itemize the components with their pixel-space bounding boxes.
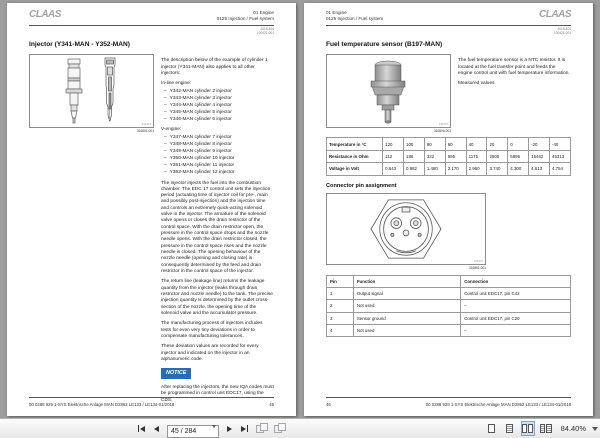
connector-figure — [326, 193, 486, 265]
figure-caption: 316806-001 — [433, 129, 451, 134]
header-chapter — [217, 10, 274, 22]
inline-engine-label: In-line engine: — [161, 81, 192, 87]
page-number-field — [167, 420, 219, 438]
list-item: – Y342-MAN cylinder 2 injector — [164, 88, 232, 94]
notice-paragraph: After replacing the injectors, the new IQA codes must be programmed in control unit EDC17, using the CDS. — [161, 384, 274, 403]
header-line2: 0125 Injection / Fuel system — [216, 16, 274, 22]
pin-assignment-table — [326, 275, 571, 338]
footer-doc-ref: 00 0288 929 1-SYS Elektrische Anlage MAN D2862 LE133 / LE134-01/2018 — [29, 402, 175, 407]
first-page-icon — [138, 425, 140, 432]
dash-bullet: – — [164, 155, 167, 161]
page-title: Fuel temperature sensor (B197-MAN) — [326, 41, 443, 49]
continuous-page-icon — [506, 424, 513, 433]
sensor-figure — [326, 54, 451, 128]
two-page-icon — [522, 424, 527, 433]
single-page-icon — [488, 424, 495, 433]
figure-caption: 316801-001 — [136, 129, 154, 134]
dash-bullet: – — [164, 102, 167, 108]
two-page-continuous-layout-button[interactable] — [539, 421, 553, 436]
table-row: Voltage in Volt 0.643 0.982 1.480 2.170 2.960 3.740 4.300 4.613 4.754 — [327, 163, 571, 175]
header-rule — [29, 25, 274, 26]
header-line2: 0125 Injection / Fuel system — [326, 16, 384, 22]
two-page-layout-button[interactable] — [521, 421, 535, 436]
v-engine-list — [161, 135, 274, 177]
page-header — [326, 3, 571, 22]
claas-logo: CLAAS — [539, 9, 571, 20]
next-page-button[interactable] — [223, 422, 236, 436]
inline-engine-list — [161, 89, 274, 124]
page-navigation-group — [135, 420, 287, 438]
figure-internal-code: 411975 — [438, 122, 448, 127]
header-rule — [326, 25, 571, 26]
list-item: – Y350-MAN cylinder 10 injector — [164, 155, 235, 161]
table-header-row: Pin Function Connection — [327, 275, 571, 287]
last-page-icon — [241, 426, 246, 432]
header-chapter — [326, 10, 383, 22]
page-title: Injector (Y341-MAN - Y352-MAN) — [29, 41, 131, 49]
doc-code-1: 2015-404 — [260, 27, 274, 32]
notice-badge: NOTICE — [161, 368, 191, 379]
next-page-icon — [227, 426, 232, 432]
header-doc-codes — [29, 27, 274, 35]
header-line1: 01 Engine — [253, 10, 274, 15]
dash-bullet: – — [164, 88, 167, 94]
measured-values-label: Measured values — [458, 81, 495, 87]
list-item: – Y352-MAN cylinder 12 injector — [164, 169, 235, 175]
fuel-temperature-sensor-drawing — [327, 55, 450, 127]
body-paragraph: These deviation values are recorded for every injector and indicated on the injector in an alphanumeric code. — [161, 344, 259, 363]
single-page-layout-button[interactable] — [485, 421, 499, 436]
document-page-left — [7, 3, 296, 416]
previous-page-button[interactable] — [150, 422, 163, 436]
page-layout-zoom-group — [485, 421, 600, 436]
two-page-continuous-icon — [540, 424, 546, 433]
page-input-caret-icon[interactable] — [212, 425, 216, 428]
v-engine-label: V-engine: — [161, 127, 182, 133]
figure-caption: 316861-001 — [468, 265, 486, 270]
list-item: – Y346-MAN cylinder 6 injector — [164, 116, 232, 122]
doc-code-2: 100421-001 — [256, 31, 274, 36]
table-row: Temperature in °C 120 100 80 60 40 20 0 -20 -40 — [327, 138, 571, 150]
figure-internal-code: 411976 — [473, 258, 483, 263]
dash-bullet: – — [164, 148, 167, 154]
table-row: Resistance in Ohm 112 186 322 595 1175 2500 5896 15462 45313 — [327, 150, 571, 162]
page-footer — [29, 397, 274, 407]
previous-page-icon — [154, 426, 159, 432]
first-page-button[interactable] — [135, 422, 148, 436]
table-row: 2 Not used – — [327, 300, 571, 312]
footer-page-number: 46 — [326, 402, 331, 407]
last-page-button[interactable] — [238, 422, 251, 436]
intro-paragraph: The description below of the example of cylinder 1 injector (Y341-MAN) also applies to all other injectors: — [161, 58, 268, 77]
document-page-right — [304, 3, 593, 416]
list-item: – Y345-MAN cylinder 5 injector — [164, 109, 232, 115]
dash-bullet: – — [164, 169, 167, 175]
connector-drawing — [327, 194, 485, 264]
page-footer — [326, 397, 571, 407]
continuous-layout-button[interactable] — [503, 421, 517, 436]
connector-pin-assignment-heading: Connector pin assignment — [326, 182, 397, 189]
table-row: 3 Sensor ground Control unit EDC17, pin C20 — [327, 312, 571, 324]
zoom-dropdown-caret-icon[interactable] — [592, 427, 598, 431]
list-item: – Y344-MAN cylinder 4 injector — [164, 102, 232, 108]
dash-bullet: – — [164, 162, 167, 168]
body-paragraph: The manufacturing process of injectors includes tests for even very tiny deviations in order to compensate manufacturing tolerances. — [161, 321, 263, 340]
claas-logo: CLAAS — [29, 9, 61, 20]
dash-bullet: – — [164, 141, 167, 147]
footer-doc-ref: 00 0288 929 1-SYS Elektrische Anlage MAN D2862 LE133 / LE134-01/2018 — [425, 402, 571, 407]
list-item: – Y351-MAN cylinder 11 injector — [164, 162, 235, 168]
zoom-level[interactable]: 84.40% — [560, 424, 586, 433]
dash-bullet: – — [164, 95, 167, 101]
dash-bullet: – — [164, 109, 167, 115]
list-item: – Y348-MAN cylinder 8 injector — [164, 141, 232, 147]
doc-code-1: 2015-404 — [557, 27, 571, 32]
measured-values-table — [326, 137, 571, 175]
header-line1: 01 Engine — [326, 10, 347, 15]
footer-page-number: 45 — [269, 402, 274, 407]
doc-code-2: 100421-001 — [553, 31, 571, 36]
previous-view-button[interactable] — [256, 423, 269, 434]
body-paragraph: The return line (leakage line) returns the leakage quantity from the injector (leaks through drain restrictor and nozzle needle) to the tank. The precise injection quantity is determined by the outlet cross-section of the nozzle, the opening time of the solenoid valve and the accumulator pressure. — [161, 279, 273, 317]
list-item: – Y343-MAN cylinder 3 injector — [164, 95, 232, 101]
pdf-viewer-toolbar — [0, 418, 600, 438]
next-view-button[interactable] — [274, 423, 287, 434]
injector-drawing — [30, 55, 153, 127]
page-header — [29, 3, 274, 22]
list-item: – Y347-MAN cylinder 7 injector — [164, 134, 232, 140]
dash-bullet: – — [164, 116, 167, 122]
dash-bullet: – — [164, 134, 167, 140]
figure-internal-code: 411973 — [141, 122, 151, 127]
list-item: – Y349-MAN cylinder 9 injector — [164, 148, 232, 154]
body-paragraph: The injector injects the fuel into the combustion chamber. The EDC 17 control unit sets the injection period (actuating time of injector coil for pre-, main and possibly post-injection) and the injection time and controls an extremely quick-acting solenoid valve in the injector. The armature of the solenoid valve opens or closes the drain restrictor of the control space. With the drain restrictor open, the pressure in the control space drops and the nozzle needle opens. With the drain restrictor closed, the pressure in the control space rises and the nozzle needle is closed. The opening behaviour of the nozzle needle (opening and closing rate) is consequently determined by the feed and drain restrictor in the control space of the injector. — [161, 180, 271, 275]
intro-paragraph: The fuel temperature sensor is a NTC resistor. It is located at the fuel transfer point and feeds the engine control unit with fuel temperature information. — [458, 58, 570, 77]
table-row: 1 Output signal Control unit EDC17, pin C42 — [327, 287, 571, 299]
header-doc-codes — [326, 27, 571, 35]
table-row: 4 Not used – — [327, 325, 571, 337]
injector-figure — [29, 54, 154, 128]
